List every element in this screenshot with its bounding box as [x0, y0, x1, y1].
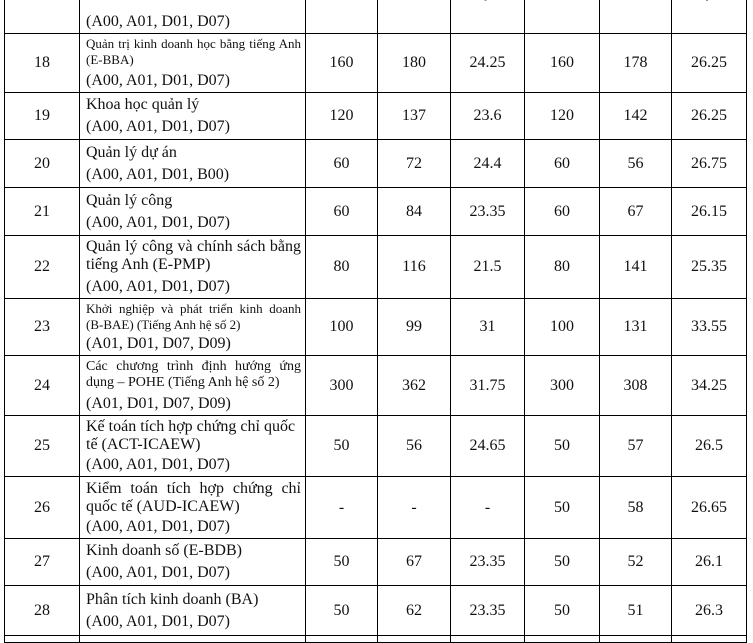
program-name: Kế toán tích hợp chứng chỉ quốc tế (ACT-ICAEW): [86, 418, 296, 453]
cell-c2: 99: [378, 299, 451, 356]
cell-c4: 80: [525, 236, 600, 299]
cell-c1: 80: [306, 236, 378, 299]
cell-name: [80, 34, 306, 93]
table-row: [5, 416, 747, 477]
program-name: Quản lý dự án: [86, 143, 177, 161]
cell-stt: 27: [5, 539, 80, 586]
program-name: Các chương trình định hướng ứng dụng – POHE (Tiếng Anh hệ số 2): [86, 358, 301, 390]
cell-c1: 60: [306, 188, 378, 236]
cell-name: [80, 356, 306, 416]
cell-stt: 25: [5, 416, 80, 477]
cell-name: [80, 0, 306, 34]
combos-text: (A00, A01, D01, D07): [86, 118, 230, 135]
cell-c2: 67: [378, 539, 451, 586]
cell-c2: 72: [378, 140, 451, 188]
cell-c1: [306, 0, 378, 34]
cell-name: [80, 299, 306, 356]
cell-name: [80, 416, 306, 477]
header-fragment: [699, 0, 719, 1]
cell-c6: 26.65: [672, 477, 747, 539]
table-body: [5, 0, 747, 643]
cell-c1: [306, 636, 378, 643]
cell-name: [80, 477, 306, 539]
cell-c3: 24.25: [451, 34, 525, 93]
cell-c4: 120: [525, 93, 600, 140]
cell-c2: 116: [378, 236, 451, 299]
cell-stt: 24: [5, 356, 80, 416]
cell-name: [80, 636, 306, 643]
table-row: [5, 586, 747, 636]
program-name: Khởi nghiệp và phát triển kinh doanh (B-BAE) (Tiếng Anh hệ số 2): [86, 301, 301, 332]
cell-c5: 178: [600, 34, 672, 93]
cell-c1: 60: [306, 140, 378, 188]
cell-stt: 23: [5, 299, 80, 356]
table-row: [5, 539, 747, 586]
cell-c2: 84: [378, 188, 451, 236]
cell-c2: [378, 636, 451, 643]
cell-c3: 31: [451, 299, 525, 356]
cell-c3: 24.4: [451, 140, 525, 188]
cell-c5: [600, 0, 672, 34]
table-row-partial: [5, 0, 747, 34]
cell-c3: -: [451, 477, 525, 539]
cell-c4: 300: [525, 356, 600, 416]
cell-c3: 23.6: [451, 93, 525, 140]
combos-text: (A00, A01, D01, D07): [86, 72, 230, 89]
table-row-cut: [5, 636, 747, 643]
cell-c1: 120: [306, 93, 378, 140]
cell-c1: -: [306, 477, 378, 539]
cell-c2: 137: [378, 93, 451, 140]
cell-c4: 50: [525, 586, 600, 636]
table-row: [5, 188, 747, 236]
cell-c6: 26.15: [672, 188, 747, 236]
cell-stt: 28: [5, 586, 80, 636]
combos-text: (A01, D01, D07, D09): [86, 335, 231, 352]
cell-c1: 160: [306, 34, 378, 93]
cell-stt: [5, 636, 80, 643]
cell-c4: 60: [525, 188, 600, 236]
table-row: [5, 140, 747, 188]
cell-c5: 51: [600, 586, 672, 636]
cell-c6: 33.55: [672, 299, 747, 356]
combos-text: (A00, A01, D01, D07): [86, 456, 230, 473]
cell-c6: 34.25: [672, 356, 747, 416]
combos-text: (A00, A01, D01, D07): [86, 612, 230, 630]
cell-c6: 25.35: [672, 236, 747, 299]
admission-table: [4, 0, 747, 643]
cell-c2: [378, 0, 451, 34]
program-name: Quản trị kinh doanh học bằng tiếng Anh (E-BBA): [86, 36, 301, 67]
table-row: [5, 299, 747, 356]
combos-text: (A00, A01, D01, D07): [86, 564, 230, 581]
cell-c6: 26.25: [672, 34, 747, 93]
combos-text: (A00, A01, D01, D07): [86, 13, 230, 30]
table-row: [5, 236, 747, 299]
cell-c5: 131: [600, 299, 672, 356]
cell-name: [80, 236, 306, 299]
cell-c5: 67: [600, 188, 672, 236]
cell-c5: 58: [600, 477, 672, 539]
cell-c4: 50: [525, 539, 600, 586]
cell-stt: 26: [5, 477, 80, 539]
cell-c4: 50: [525, 477, 600, 539]
table-row: [5, 356, 747, 416]
cell-stt: 20: [5, 140, 80, 188]
program-name: Khoa học quản lý: [86, 96, 200, 113]
cell-c1: 50: [306, 539, 378, 586]
program-name: Phân tích kinh doanh (BA): [86, 590, 259, 608]
cell-c6: [672, 0, 747, 34]
cell-name: [80, 586, 306, 636]
cell-c6: 26.5: [672, 416, 747, 477]
cell-c2: 362: [378, 356, 451, 416]
table-row: [5, 34, 747, 93]
cell-name: [80, 539, 306, 586]
program-name: Kiểm toán tích hợp chứng chỉ quốc tế (AUD-ICAEW): [86, 479, 301, 515]
cell-c3: 21.5: [451, 236, 525, 299]
cell-c5: 52: [600, 539, 672, 586]
cell-c2: -: [378, 477, 451, 539]
cell-c2: 180: [378, 34, 451, 93]
combos-text: (A01, D01, D07, D09): [86, 394, 231, 412]
cell-c6: 26.1: [672, 539, 747, 586]
cell-c5: 141: [600, 236, 672, 299]
cell-c5: 57: [600, 416, 672, 477]
combos-text: (A00, A01, D01, B00): [86, 165, 230, 183]
cell-name: [80, 93, 306, 140]
cell-c4: 100: [525, 299, 600, 356]
cell-c6: 26.75: [672, 140, 747, 188]
cell-c6: 26.25: [672, 93, 747, 140]
cell-c2: 56: [378, 416, 451, 477]
cell-c3: 23.35: [451, 586, 525, 636]
cell-c5: 56: [600, 140, 672, 188]
table-row: [5, 93, 747, 140]
cell-c6: 26.3: [672, 586, 747, 636]
cell-name: [80, 188, 306, 236]
cell-c4: 50: [525, 416, 600, 477]
cell-c1: 50: [306, 586, 378, 636]
cell-stt: 21: [5, 188, 80, 236]
cell-name: [80, 140, 306, 188]
cell-c1: 50: [306, 416, 378, 477]
cell-stt: [5, 0, 80, 34]
header-fragment: [478, 0, 498, 1]
combos-text: (A00, A01, D01, D07): [86, 213, 230, 231]
cell-c1: 300: [306, 356, 378, 416]
cell-c3: 23.35: [451, 539, 525, 586]
cell-stt: 18: [5, 34, 80, 93]
cell-c4: 60: [525, 140, 600, 188]
cell-stt: 22: [5, 236, 80, 299]
program-name: Quản lý công và chính sách bằng tiếng Anh (E-PMP): [86, 238, 301, 273]
cell-c3: [451, 636, 525, 643]
cell-c3: 24.65: [451, 416, 525, 477]
cell-c5: 308: [600, 356, 672, 416]
cell-c3: 31.75: [451, 356, 525, 416]
cell-c2: 62: [378, 586, 451, 636]
cell-c3: 23.35: [451, 188, 525, 236]
cell-c5: [600, 636, 672, 643]
program-name: Kinh doanh số (E-BDB): [86, 542, 242, 559]
cell-c4: [525, 636, 600, 643]
cell-c5: 142: [600, 93, 672, 140]
cell-stt: 19: [5, 93, 80, 140]
cell-c3: [451, 0, 525, 34]
cell-c4: [525, 0, 600, 34]
table-row: [5, 477, 747, 539]
cell-c4: 160: [525, 34, 600, 93]
cell-c1: 100: [306, 299, 378, 356]
cell-c6: [672, 636, 747, 643]
combos-text: (A00, A01, D01, D07): [86, 278, 230, 295]
combos-text: (A00, A01, D01, D07): [86, 517, 230, 535]
program-name: Quản lý công: [86, 191, 173, 209]
